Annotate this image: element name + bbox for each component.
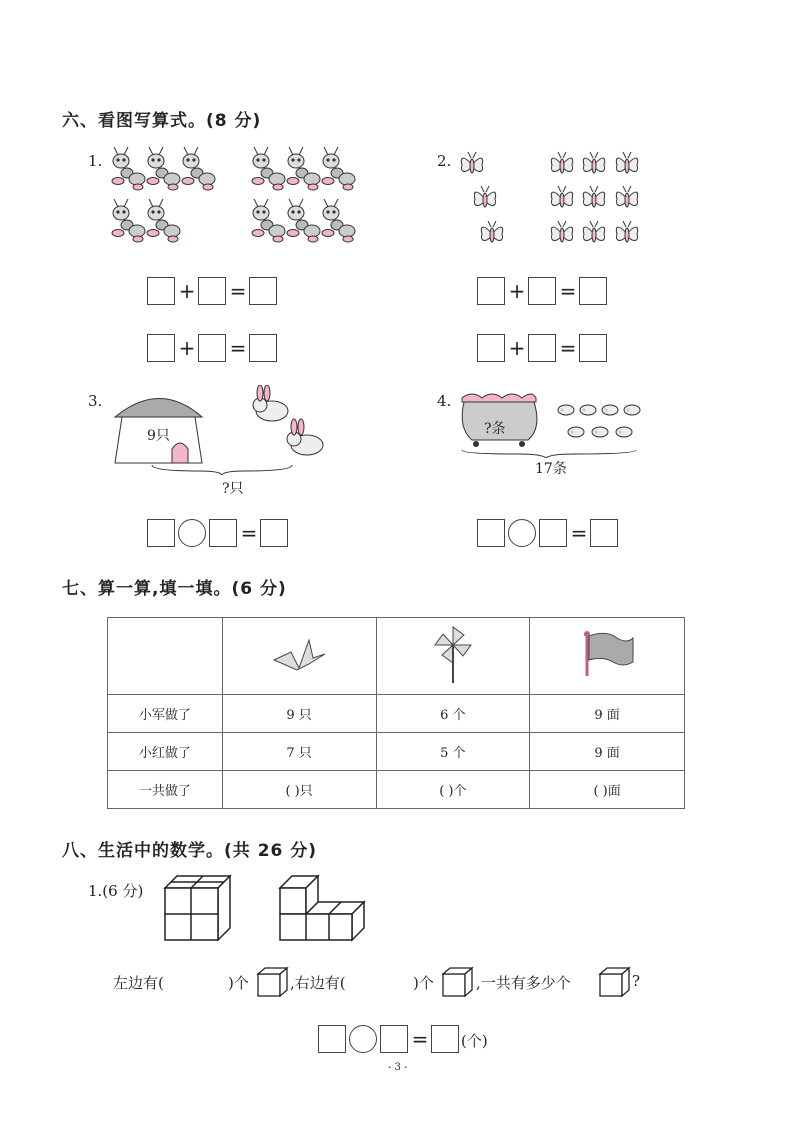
equals-sign: = (411, 1027, 429, 1051)
plus-sign: + (178, 279, 196, 303)
question-total-text: ,一共有多少个 (476, 974, 571, 992)
flag-icon (530, 618, 685, 695)
cube-icon (441, 966, 475, 998)
section7-title: 七、算一算,填一填。(6 分) (62, 579, 287, 599)
cube-icon (598, 966, 632, 998)
problem3-label: 3. (88, 392, 103, 410)
table-cell: 9 面 (530, 695, 685, 733)
plus-sign: + (508, 279, 526, 303)
plus-sign: + (508, 336, 526, 360)
equals-sign: = (229, 336, 247, 360)
answer-box[interactable] (147, 277, 175, 305)
plus-sign: + (178, 336, 196, 360)
answer-box[interactable] (147, 334, 175, 362)
question-unit-1: )个 (228, 974, 249, 992)
operator-circle[interactable] (349, 1025, 377, 1053)
answer-box[interactable] (539, 519, 567, 547)
problem4-label: 4. (437, 392, 452, 410)
answer-box[interactable] (147, 519, 175, 547)
answer-box[interactable] (318, 1025, 346, 1053)
pot-count-label: ?条 (484, 421, 506, 437)
answer-box[interactable] (477, 334, 505, 362)
equals-sign: = (559, 336, 577, 360)
cube-icon (256, 966, 290, 998)
rabbit-house-illustration (110, 385, 350, 475)
answer-box[interactable] (198, 277, 226, 305)
question-unit-2: )个 (413, 974, 434, 992)
equals-sign: = (559, 279, 577, 303)
question-left-text: 左边有( (113, 974, 164, 992)
question-mark: ? (632, 972, 641, 990)
table-header-empty (108, 618, 223, 695)
problem2-label: 2. (437, 152, 452, 170)
answer-cell[interactable]: ( )只 (222, 771, 376, 809)
answer-box[interactable] (579, 334, 607, 362)
row-label: 一共做了 (108, 771, 223, 809)
answer-box[interactable] (579, 277, 607, 305)
table-cell: 9 只 (222, 695, 376, 733)
answer-box[interactable] (528, 334, 556, 362)
row-label: 小红做了 (108, 733, 223, 771)
answer-box[interactable] (198, 334, 226, 362)
problem1-label: 1. (88, 152, 103, 170)
operator-circle[interactable] (508, 519, 536, 547)
answer-box[interactable] (431, 1025, 459, 1053)
pinwheel-icon (376, 618, 530, 695)
answer-box[interactable] (477, 519, 505, 547)
house-count-label: 9只 (147, 428, 170, 444)
operator-circle[interactable] (178, 519, 206, 547)
question-right-text: ,右边有( (290, 974, 346, 992)
answer-cell[interactable]: ( )个 (376, 771, 530, 809)
total-fish-label: 17条 (535, 461, 567, 477)
table-cell: 5 个 (376, 733, 530, 771)
equals-sign: = (240, 521, 258, 545)
answer-box[interactable] (477, 277, 505, 305)
page-number: - 3 - (388, 1062, 408, 1073)
problem8-1-label: 1.(6 分) (88, 882, 144, 900)
butterflies-illustration (455, 148, 655, 253)
section6-title: 六、看图写算式。(8 分) (62, 111, 262, 131)
table-cell: 9 面 (530, 733, 685, 771)
answer-cell[interactable]: ( )面 (530, 771, 685, 809)
answer-box[interactable] (209, 519, 237, 547)
answer-box[interactable] (249, 277, 277, 305)
answer-box[interactable] (590, 519, 618, 547)
equals-sign: = (229, 279, 247, 303)
equals-sign: = (570, 521, 588, 545)
answer-box[interactable] (380, 1025, 408, 1053)
craft-table (107, 617, 685, 809)
section8-title: 八、生活中的数学。(共 26 分) (62, 841, 318, 861)
answer-box[interactable] (528, 277, 556, 305)
table-cell: 7 只 (222, 733, 376, 771)
table-cell: 6 个 (376, 695, 530, 733)
total-rabbits-label: ?只 (222, 481, 244, 497)
row-label: 小军做了 (108, 695, 223, 733)
cubes-illustration (160, 872, 375, 944)
ants-illustration (105, 145, 365, 250)
answer-unit: (个) (461, 1032, 488, 1050)
paper-crane-icon (222, 618, 376, 695)
answer-box[interactable] (260, 519, 288, 547)
answer-box[interactable] (249, 334, 277, 362)
